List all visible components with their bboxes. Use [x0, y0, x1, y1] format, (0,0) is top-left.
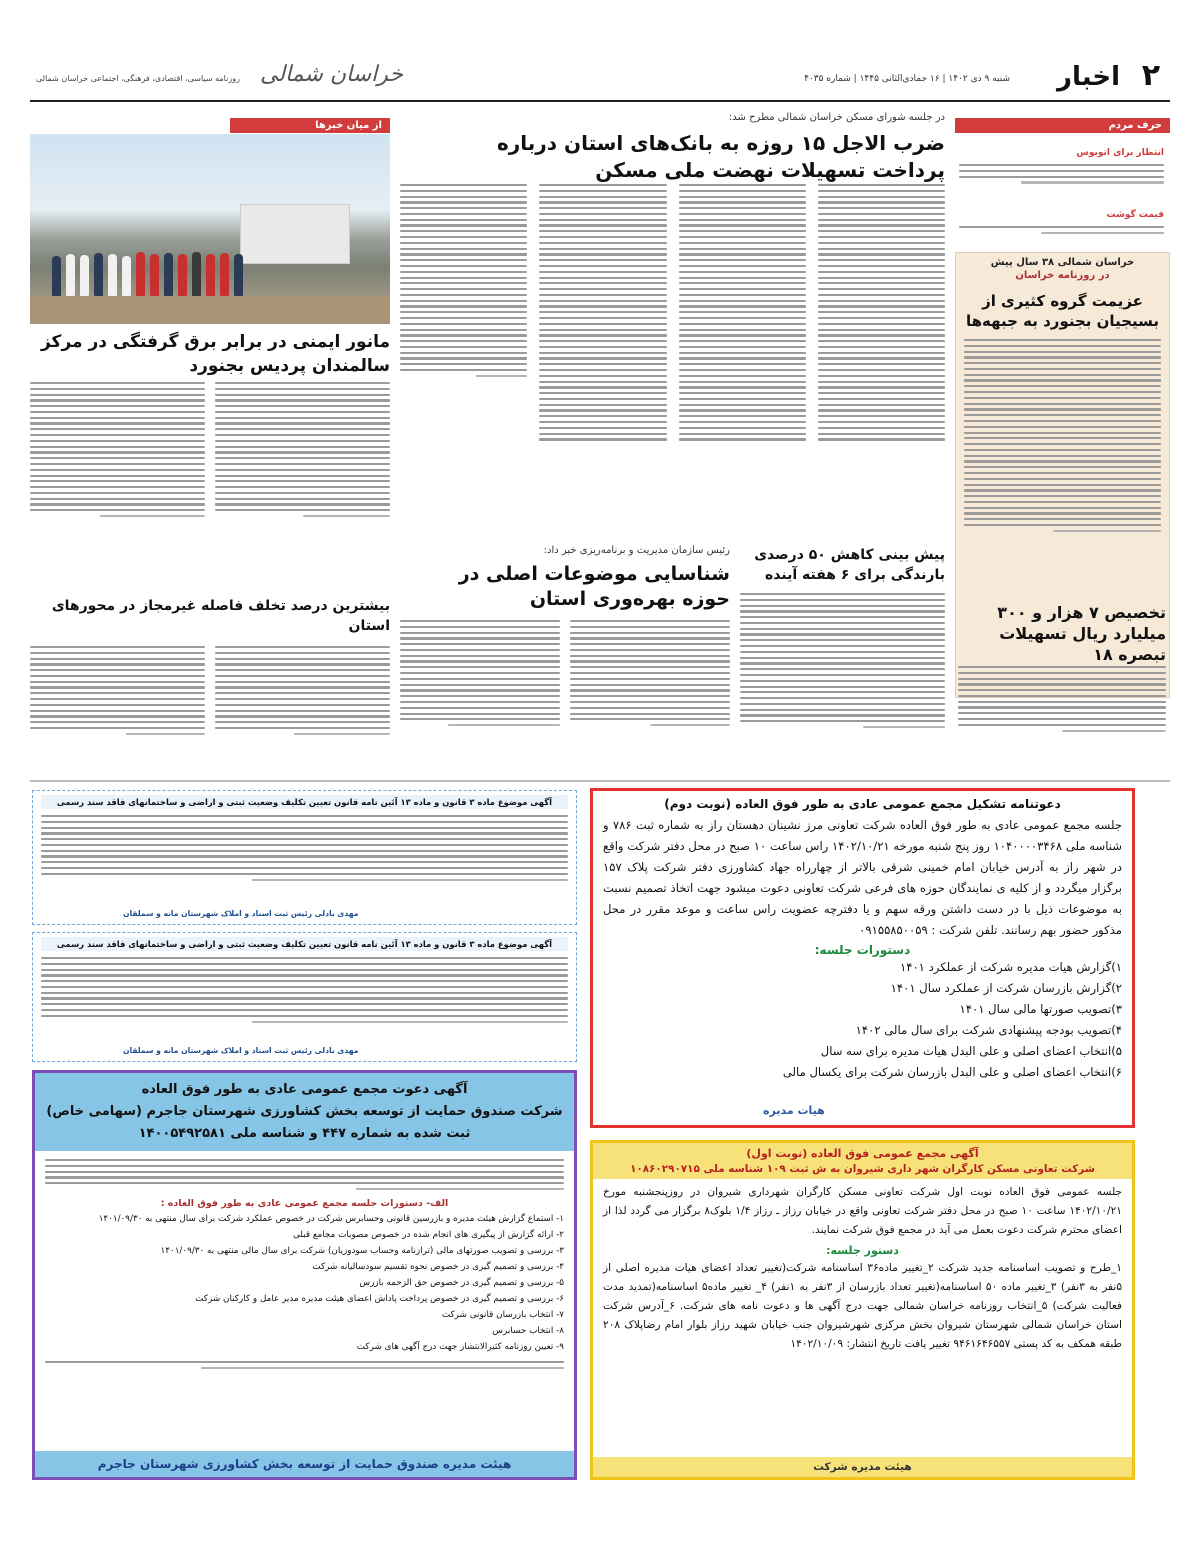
speed-headline: بیشترین درصد تخلف فاصله غیرمجاز در محورهای استان — [51, 598, 390, 634]
people-voice-item-2-title: قیمت گوشت — [1106, 210, 1164, 220]
ad-shirvan-body: جلسه عمومی فوق العاده نوبت اول شرکت تعاونی مسکن کارگران شهرداری شیروان در روزپنجشنبه مورخ ۱۴۰۲/۱۰/۲۱ ساعت ۱۰ صبح در محل دفتر شرکت تعاونی واقع در خیابان رزاز ـ رزاز ۱/۴ بلوک۸ برگزار می گردد لذا از اعضای محترم شرکت دعوت بعمل می آید در مجمع فوق شرکت نمایند. — [603, 1186, 1122, 1236]
history-box-line-1: خراسان شمالی ۳۸ سال پیش — [990, 257, 1135, 268]
speed-story — [30, 596, 390, 771]
ad-fund-agenda-8: ۸- انتخاب حسابرس — [492, 1326, 564, 1337]
lead-kicker: در جلسه شورای مسکن خراسان شمالی مطرح شد: — [728, 112, 945, 123]
ad-coop-agenda-6: ۶)انتخاب اعضای اصلی و علی البدل بازرسان شرکت برای یکسال مالی — [782, 1065, 1122, 1079]
planning-body — [400, 620, 730, 726]
ad-coop-agenda-2: ۲)گزارش بازرسان شرکت از عملکرد سال ۱۴۰۱ — [890, 981, 1122, 995]
speed-body — [30, 646, 390, 735]
ad-fund-agenda — [35, 1209, 574, 1357]
people-voice-item-2-text — [959, 226, 1164, 234]
page-header — [30, 56, 1170, 102]
ad-reg2-title: آگهی موضوع ماده ۳ قانون و ماده ۱۳ آئین نامه قانون تعیین تکلیف وضعیت ثبتی و اراضی و ساختمانهای فاقد سند رسمی — [41, 937, 568, 951]
people-voice-item-1-title: انتظار برای اتوبوس — [1076, 148, 1164, 158]
ad-registration-1 — [32, 790, 577, 925]
ad-coop-title: دعوتنامه تشکیل مجمع عمومی عادی به طور فوق العاده (نوبت دوم) — [664, 797, 1061, 811]
ad-shirvan-housing — [590, 1140, 1135, 1480]
people-voice-item-1-text — [959, 164, 1164, 184]
ad-coop-agenda-4: ۴)تصویب بودجه پیشنهادی شرکت برای سال مالی ۱۴۰۲ — [855, 1023, 1122, 1037]
photo-story — [30, 118, 390, 588]
right-column — [955, 118, 1170, 758]
planning-kicker: رئیس سازمان مدیریت و برنامه‌ریزی خبر داد: — [543, 545, 730, 556]
planning-headline: شناسایی موضوعات اصلی در حوزه بهره‌وری استان — [458, 563, 730, 610]
ad-reg1-title: آگهی موضوع ماده ۳ قانون و ماده ۱۳ آئین نامه قانون تعیین تکلیف وضعیت ثبتی و اراضی و ساختمانهای فاقد سند رسمی — [41, 795, 568, 809]
ad-agri-fund — [32, 1070, 577, 1480]
history-box-text — [956, 335, 1169, 536]
ad-cooperative-meeting — [590, 788, 1135, 1128]
allocation-heading: تخصیص ۷ هزار و ۳۰۰ میلیارد ریال تسهیلات تبصره ۱۸ — [997, 603, 1166, 664]
ad-fund-agenda-6: ۶- بررسی و تصمیم گیری در خصوص پرداخت پاداش اعضای هیئت مدیره مدیر عامل و کارکنان شرکت — [195, 1294, 564, 1305]
group-photo — [30, 134, 390, 324]
ad-coop-body: جلسه مجمع عمومی عادی به طور فوق العاده شرکت تعاونی مرز نشینان دهستان راز به شماره ثبت ۷۸۶ و شناسه ملی ۱۰۴۰۰۰۰۳۴۶۸ روز پنج شنبه مورخه ۱۴۰۲/۱۰/۲۱ راس ساعت ۱۰ صبح در محل دفتر شرکت واقع در شهر راز به آدرس خیابان امام خمینی شرقی بالاتر از چهارراه جهاد کشاورزی دفتر شرکت پلاک ۱۵۷ برگزار میگردد و از کلیه ی نمایندگان حوزه های فرعی شرکت تعاونی دعوت میشود جهت اتخاذ تصمیم نسبت به موضوعات ذیل با در دست داشتن ورقه سهم و یا دفترچه عضویت راس ساعت و موعد مقرر در محل مذکور حضور بهم رسانند. تلفن شرکت : ۰۹۱۵۵۸۵۰۰۵۹ — [603, 818, 1122, 937]
header-rule — [30, 100, 1170, 102]
rain-headline: پیش بینی کاهش ۵۰ درصدی بارندگی برای ۶ هفته آینده — [754, 547, 945, 583]
ad-shirvan-sub: شرکت تعاونی مسکن کارگران شهر داری شیروان به ش ثبت ۱۰۹ شناسه ملی ۱۰۸۶۰۲۹۰۷۱۵ — [630, 1163, 1095, 1175]
ad-fund-agenda-4: ۴- بررسی و تصمیم گیری در خصوص نحوه تقسیم سودسالیانه شرکت — [312, 1262, 564, 1273]
ad-reg2-text — [41, 957, 568, 1023]
ad-coop-agenda-5: ۵)انتخاب اعضای اصلی و علی البدل هیات مدیره برای سه سال — [820, 1044, 1122, 1058]
masthead-tagline: روزنامه سیاسی، اقتصادی، فرهنگی، اجتماعی خراسان شمالی — [36, 74, 240, 83]
planning-story — [400, 545, 730, 770]
ad-fund-agenda-3: ۳- بررسی و تصویب صورتهای مالی (ترازنامه وحساب سودوزیان) شرکت برای سال مالی منتهی به ۱۴۰۱/۰۹/۳۰ — [160, 1246, 564, 1257]
lead-story — [400, 112, 945, 522]
history-box-heading: عزیمت گروه کثیری از بسیجیان بجنورد به جبهه‌ها — [965, 292, 1160, 330]
section-title: اخبار — [1057, 62, 1120, 92]
page-number: ۲ — [1141, 58, 1160, 93]
ad-fund-title-1: آگهی دعوت مجمع عمومی عادی به طور فوق العاده — [141, 1082, 468, 1097]
ad-shirvan-agenda-title: دستور جلسه: — [826, 1244, 899, 1257]
ad-fund-agenda-title: الف- دستورات جلسه مجمع عمومی عادی به طور فوق العاده : — [160, 1198, 449, 1210]
ad-fund-agenda-1: ۱- استماع گزارش هیئت مدیره و بازرسین قانونی وحسابرس شرکت در خصوص عملکرد شرکت برای سال منتهی به ۱۴۰۱/۰۹/۳۰ — [98, 1214, 564, 1225]
people-voice-label: حرف مردم — [955, 118, 1170, 133]
allocation-text — [958, 666, 1166, 732]
ad-fund-agenda-2: ۲- ارائه گزارش از پیگیری های انجام شده در خصوص مصوبات مجامع قبلی — [292, 1230, 564, 1241]
ad-shirvan-header — [593, 1143, 1132, 1179]
ad-shirvan-signature: هیئت مدیره شرکت — [593, 1457, 1132, 1477]
ad-fund-title-2: شرکت صندوق حمایت از توسعه بخش کشاورزی شهرستان جاجرم (سهامی خاص) — [46, 1104, 563, 1119]
ad-coop-agenda-3: ۳)تصویب صورتها مالی سال ۱۴۰۱ — [959, 1002, 1122, 1016]
ad-fund-agenda-7: ۷- انتخاب بازرسان قانونی شرکت — [441, 1310, 564, 1321]
ad-fund-footer: هیئت مدیره صندوق حمایت از توسعه بخش کشاورزی شهرستان جاجرم — [35, 1451, 574, 1477]
issue-info: شنبه ۹ دی ۱۴۰۲ | ۱۶ جمادی‌الثانی ۱۴۴۵ | شماره ۴۰۳۵ — [804, 74, 1010, 84]
ad-reg2-sign: مهدی بادلی رئیس ثبت اسناد و املاک شهرستان مانه و سملقان — [123, 1046, 359, 1055]
lead-headline: ضرب الاجل ۱۵ روزه به بانک‌های استان درباره پرداخت تسهیلات نهضت ملی مسکن — [496, 131, 945, 182]
ad-reg1-text — [41, 815, 568, 881]
ad-fund-header — [35, 1073, 574, 1151]
history-box-line-2: در روزنامه خراسان — [1015, 270, 1110, 281]
photo-story-label: از میان خبرها — [230, 118, 390, 133]
ad-fund-intro — [35, 1151, 574, 1194]
rain-body — [740, 593, 945, 728]
ad-reg1-sign: مهدی بادلی رئیس ثبت اسناد و املاک شهرستان مانه و سملقان — [123, 909, 359, 918]
ads-divider — [30, 780, 1170, 782]
ad-fund-title-3: ثبت شده به شماره ۴۴۷ و شناسه ملی ۱۴۰۰۵۴۹۲۵۸۱ — [138, 1126, 471, 1141]
masthead-logo: خراسان شمالی — [260, 62, 404, 87]
ad-coop-signature: هیات مدیره — [763, 1104, 825, 1117]
ad-shirvan-title: آگهی مجمع عمومی فوق العاده (نوبت اول) — [746, 1147, 979, 1160]
ad-shirvan-agenda: ۱_طرح و تصویب اساسنامه جدید شرکت ۲_تغییر ماده۳۶ اساسنامه شرکت(تغییر تعداد اعضای هیات مدیره اصلی از ۵نفر به ۳نفر) ۳_تغییر ماده ۵۰ اساسنامه(تغییر تعداد بازرسان از ۳نفر به ۱نفر) ۴_ تغییر ماده۵ اساسنامه(تمدید مدت فعالیت شرکت) ۵_انتخاب روزنامه خراسان شمالی جهت درج آگهی ها و دعوت نامه های شرکت. ۶_آدرس شرکت استان خراسان شمالی شهرستان شیروان بخش مرکزی شهرشیروان جنب خیابان شهید رزاز بلوار امام رضاپلاک ۲۰۸ طبقه همکف به کد پستی ۹۴۶۱۶۴۶۵۵۷ تغییر یافت تاریخ انتشار: ۱۴۰۲/۱۰/۰۹ — [603, 1262, 1123, 1350]
ad-registration-2 — [32, 932, 577, 1062]
rain-story — [740, 545, 945, 770]
lead-body — [400, 184, 945, 514]
ad-coop-agenda-title: دستورات جلسه: — [814, 943, 911, 957]
ad-fund-agenda-5: ۵- بررسی و تصمیم گیری در خصوص حق الزحمه بازرس — [359, 1278, 564, 1289]
photo-story-headline: مانور ایمنی در برابر برق گرفتگی در مرکز سالمندان پردیس بجنورد — [40, 332, 390, 376]
photo-story-body — [30, 382, 390, 517]
ad-fund-agenda-9: ۹- تعیین روزنامه کثیرالانتشار جهت درج آگهی های شرکت — [356, 1342, 564, 1353]
ad-coop-agenda-1: ۱)گزارش هیات مدیره شرکت از عملکرد ۱۴۰۱ — [900, 960, 1122, 974]
ad-fund-note — [35, 1357, 574, 1373]
